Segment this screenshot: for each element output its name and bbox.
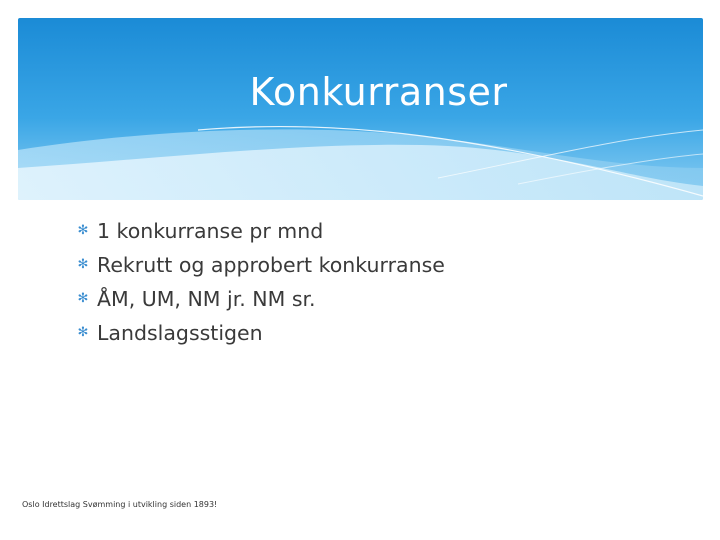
bullet-text: ÅM, UM, NM jr. NM sr. [97,287,316,311]
title-banner [18,18,703,200]
asterisk-icon: ✻ [77,291,89,306]
bullet-text: 1 konkurranse pr mnd [97,219,324,243]
bullet-text: Rekrutt og approbert konkurranse [97,253,445,277]
slide-title: Konkurranser [249,70,508,114]
asterisk-icon: ✻ [77,325,89,340]
slide-footer: Oslo Idrettslag Svømming i utvikling siden 1893! [22,500,218,509]
asterisk-icon: ✻ [77,223,89,238]
asterisk-icon: ✻ [77,257,89,272]
bullet-text: Landslagsstigen [97,321,263,345]
